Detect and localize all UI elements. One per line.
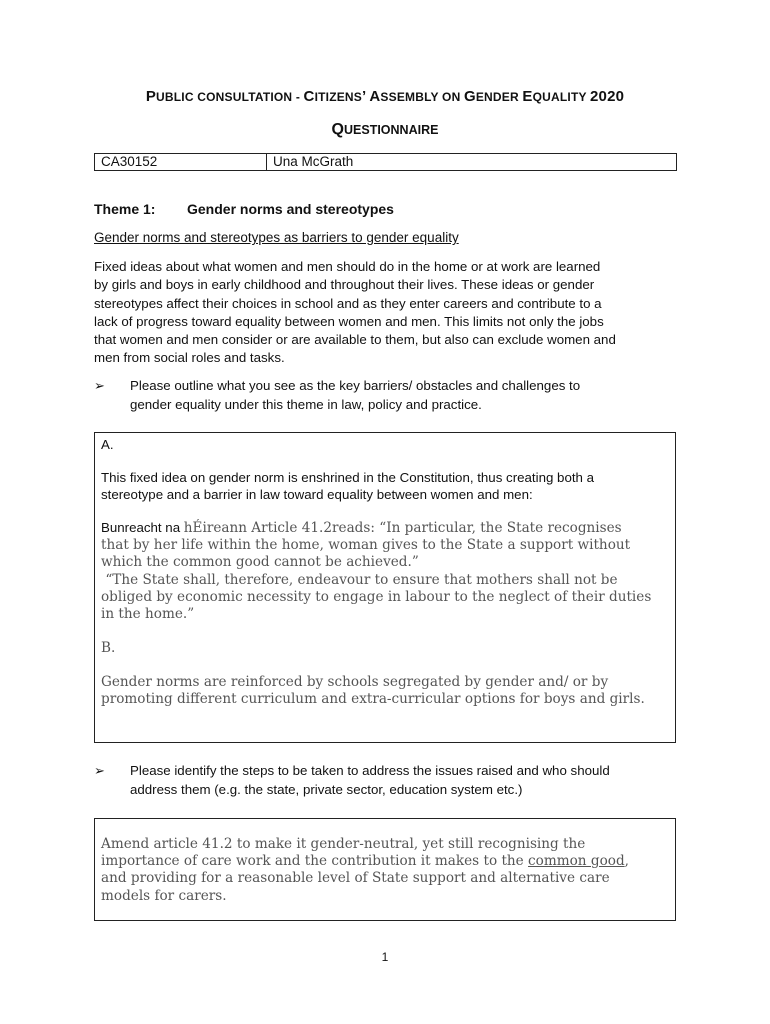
intro-line: stereotypes affect their choices in school and as they enter careers and contribute to a [94, 295, 602, 311]
question-line: Please outline what you see as the key barriers/ obstacles and challenges to [130, 378, 581, 393]
respondent-name: Una McGrath [273, 154, 354, 169]
label-a: A. [101, 437, 114, 452]
answer-2-text [101, 836, 671, 905]
answer-line: This fixed idea on gender norm is enshrined in the Constitution, thus creating both a [101, 470, 595, 485]
answer-line: Amend article 41.2 to make it gender-neutral, yet still recognising the [101, 836, 586, 852]
question-line: gender equality under this theme in law, policy and practice. [130, 396, 482, 412]
page-number: 1 [381, 950, 389, 964]
document-subtitle [0, 121, 770, 139]
answer-line: Gender norms are reinforced by schools segregated by gender and/ or by [101, 674, 609, 690]
title-part: 2020 [590, 88, 625, 105]
title-part: ITIZENS [314, 90, 362, 104]
quote-line: that by her life within the home, woman gives to the State a support without [101, 537, 631, 554]
title-part: C [303, 88, 315, 105]
answer-text-run: , [624, 853, 629, 870]
quote-line: in the home.” [101, 606, 195, 623]
quote-prefix: Bunreacht na [101, 520, 184, 535]
answer-text-run: importance of care work and the contribution it makes to the [101, 853, 529, 870]
answer-a-text [101, 469, 671, 503]
title-part: A [369, 88, 381, 105]
answer-line [101, 853, 671, 870]
arrow-bullet-icon: ➢ [94, 763, 105, 778]
title-part: ENDER [475, 90, 523, 104]
answer-line: promoting different curriculum and extra-curricular options for boys and girls. [101, 691, 645, 708]
title-part: E [522, 88, 533, 105]
theme-label: Theme 1: [94, 201, 156, 217]
title-part: QUALITY [532, 90, 590, 104]
section-heading: Gender norms and stereotypes as barriers to gender equality [94, 230, 459, 245]
question-line: address them (e.g. the state, private sector, education system etc.) [130, 781, 523, 797]
intro-paragraph [94, 258, 680, 368]
document-title [0, 88, 770, 105]
title-part: ’ [362, 88, 370, 105]
respondent-table [94, 153, 677, 171]
answer-box-2 [94, 818, 676, 921]
title-part: SSEMBLY ON [380, 90, 464, 104]
theme-heading [94, 201, 394, 217]
quote-line: obliged by economic necessity to engage in labour to the neglect of their duties [101, 588, 652, 605]
answer-line: models for carers. [101, 887, 227, 904]
common-good-underline: common good [528, 853, 625, 870]
intro-line: Fixed ideas about what women and men should do in the home or at work are learned [94, 259, 601, 274]
quote-line: which the common good cannot be achieved.” [101, 554, 419, 571]
quote-line: hÉireann Article 41.2reads: “In particular, the State recognises [183, 520, 622, 536]
constitution-quote [101, 519, 671, 623]
question-1 [94, 377, 680, 414]
title-part: UBLIC CONSULTATION - [156, 90, 304, 104]
label-b: B. [101, 640, 116, 656]
respondent-id: CA30152 [95, 154, 267, 170]
title-part: G [463, 88, 476, 105]
title-part: P [145, 88, 157, 105]
subtitle-part: UESTIONNAIRE [344, 123, 439, 137]
intro-line: by girls and boys in early childhood and throughout their lives. These ideas or gender [94, 277, 595, 293]
answer-line: stereotype and a barrier in law toward equality between women and men: [101, 487, 533, 502]
subtitle-part: Q [331, 121, 344, 138]
quote-line: “The State shall, therefore, endeavour to ensure that mothers shall not be [101, 571, 618, 588]
theme-title: Gender norms and stereotypes [187, 201, 394, 217]
question-line: Please identify the steps to be taken to address the issues raised and who should [130, 763, 610, 778]
intro-line: lack of progress toward equality between women and men. This limits not only the jobs [94, 313, 604, 329]
intro-line: that women and men consider or are available to them, but also can exclude women and [94, 332, 616, 348]
intro-line: men from social roles and tasks. [94, 350, 285, 366]
answer-b-text [101, 674, 671, 708]
answer-line: and providing for a reasonable level of State support and alternative care [101, 870, 610, 887]
question-2 [94, 762, 680, 799]
answer-box-1 [94, 432, 676, 743]
arrow-bullet-icon: ➢ [94, 378, 105, 393]
